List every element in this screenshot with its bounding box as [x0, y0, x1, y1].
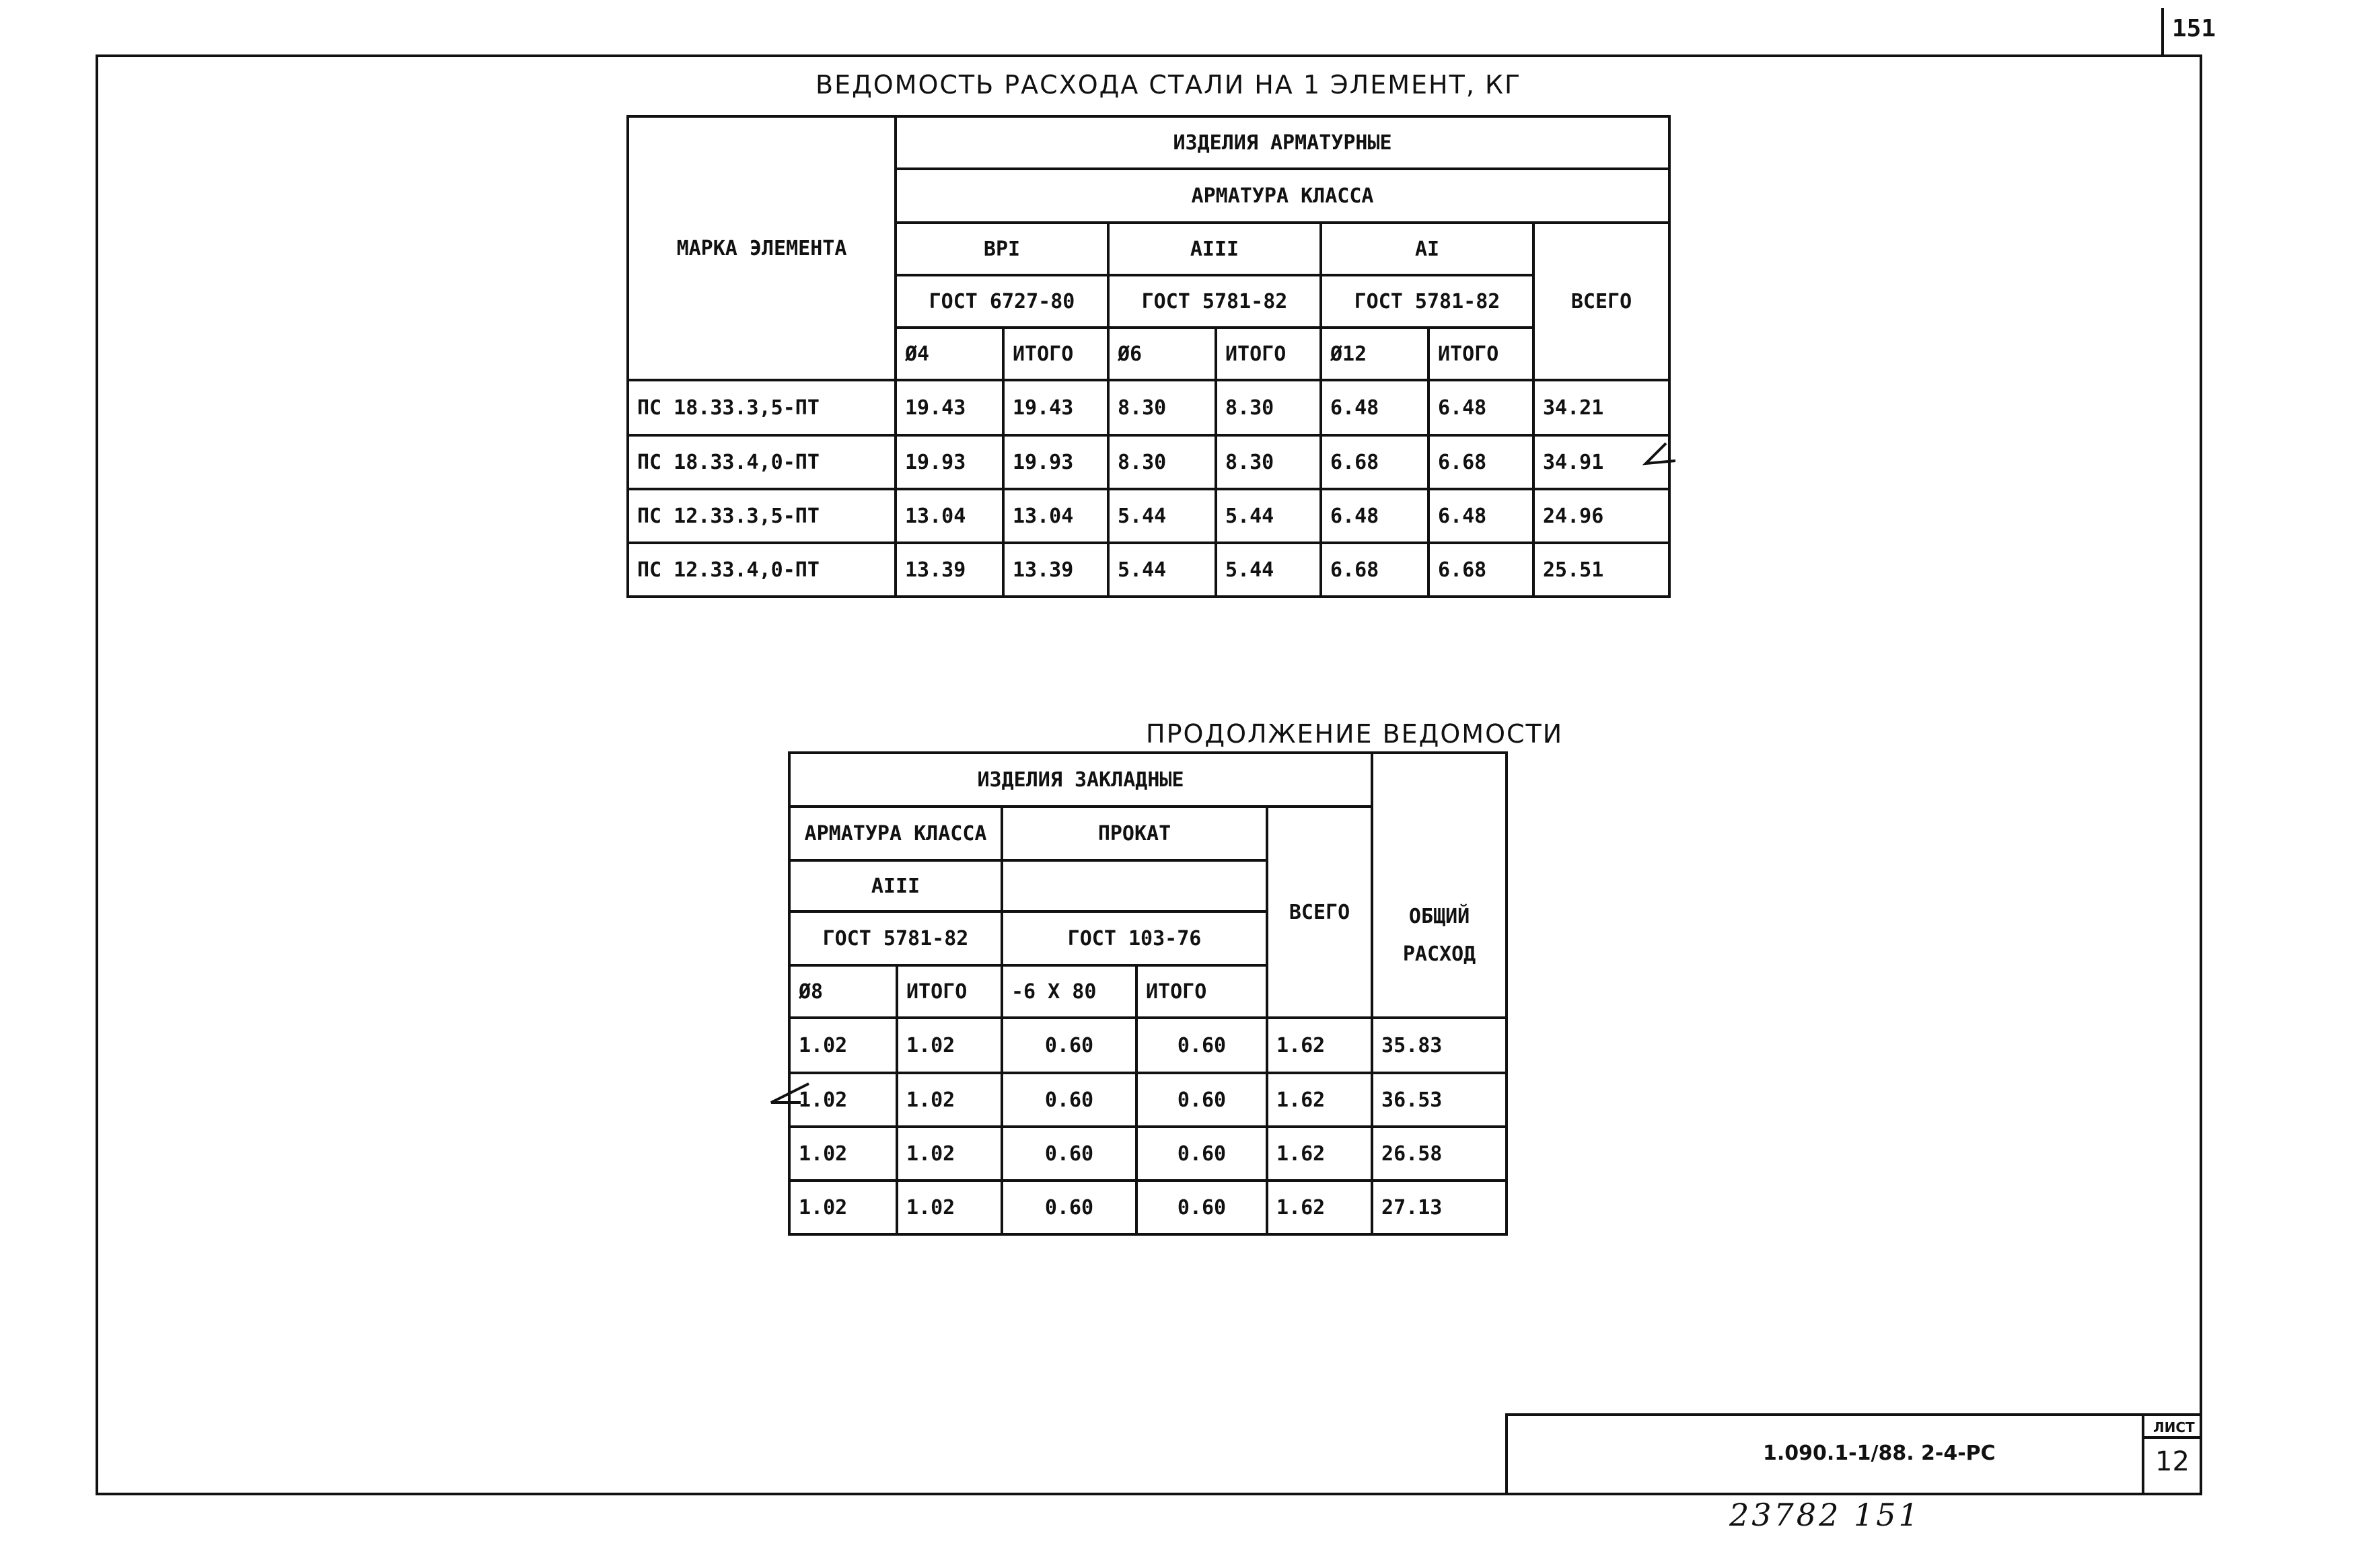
cell-d6: 5.44: [1108, 543, 1216, 597]
cell-itogo-3: 6.48: [1428, 380, 1533, 435]
header-itogo-2: ИТОГО: [1216, 328, 1321, 380]
table-row: [789, 1181, 1507, 1234]
cell-d6: 5.44: [1108, 489, 1216, 543]
cell-itogo-2: 0.60: [1136, 1073, 1267, 1127]
table-row: [628, 380, 1669, 435]
cell-total: 34.21: [1533, 380, 1669, 435]
cell-itogo-1: 1.02: [897, 1127, 1002, 1181]
header-rolled-empty: [1002, 860, 1267, 911]
header-gost-6727: ГОСТ 6727-80: [896, 275, 1108, 328]
main-title: ВЕДОМОСТЬ РАСХОДА СТАЛИ НА 1 ЭЛЕМЕНТ, КГ: [816, 70, 1522, 100]
cell-strip: 0.60: [1002, 1181, 1136, 1234]
cell-overall: 26.58: [1372, 1127, 1507, 1181]
break-line-mark: [1642, 441, 1682, 481]
header-gost-5781: ГОСТ 5781-82: [789, 911, 1002, 965]
corner-divider: [2161, 8, 2164, 55]
break-line-mark-left: [766, 1080, 813, 1120]
cell-itogo-2: 5.44: [1216, 543, 1321, 597]
header-gost-103: ГОСТ 103-76: [1002, 911, 1267, 965]
cell-mark: ПС 18.33.4,0-ПТ: [628, 435, 896, 489]
cell-strip: 0.60: [1002, 1127, 1136, 1181]
cell-itogo-3: 6.68: [1428, 435, 1533, 489]
sheet-label: ЛИСТ: [2153, 1419, 2195, 1435]
header-itogo-1: ИТОГО: [1003, 328, 1108, 380]
cell-d4: 19.93: [896, 435, 1003, 489]
cell-itogo-1: 13.04: [1003, 489, 1108, 543]
cell-overall: 36.53: [1372, 1073, 1507, 1127]
steel-consumption-table: [626, 115, 1671, 598]
cell-itogo-2: 8.30: [1216, 435, 1321, 489]
header-d12: Ø12: [1321, 328, 1428, 380]
header-gost-5781-a3: ГОСТ 5781-82: [1108, 275, 1321, 328]
cell-total: 1.62: [1267, 1018, 1372, 1073]
header-itogo-2: ИТОГО: [1136, 965, 1267, 1018]
cell-itogo-2: 0.60: [1136, 1127, 1267, 1181]
header-itogo-1: ИТОГО: [897, 965, 1002, 1018]
cell-itogo-1: 13.39: [1003, 543, 1108, 597]
cell-itogo-1: 1.02: [897, 1018, 1002, 1073]
cell-strip: 0.60: [1002, 1073, 1136, 1127]
cell-d8: 1.02: [789, 1073, 897, 1127]
cell-d8: 1.02: [789, 1181, 897, 1234]
cell-d12: 6.68: [1321, 543, 1428, 597]
table-row: [628, 489, 1669, 543]
header-class: АРМАТУРА КЛАССА: [789, 807, 1002, 860]
cell-strip: 0.60: [1002, 1018, 1136, 1073]
cell-d8: 1.02: [789, 1127, 897, 1181]
sheet-number: 12: [2155, 1446, 2189, 1477]
cell-total: 25.51: [1533, 543, 1669, 597]
cell-d8: 1.02: [789, 1018, 897, 1073]
header-embedded: ИЗДЕЛИЯ ЗАКЛАДНЫЕ: [789, 753, 1372, 807]
cell-mark: ПС 12.33.3,5-ПТ: [628, 489, 896, 543]
cell-total: 24.96: [1533, 489, 1669, 543]
header-overall-line2: РАСХОД: [1402, 942, 1476, 966]
cell-d4: 13.04: [896, 489, 1003, 543]
header-mark: МАРКА ЭЛЕМЕНТА: [628, 116, 896, 380]
cell-total: 34.91: [1533, 435, 1669, 489]
cell-d6: 8.30: [1108, 435, 1216, 489]
corner-number: 151: [2172, 15, 2216, 42]
cell-itogo-2: 5.44: [1216, 489, 1321, 543]
cell-d12: 6.68: [1321, 435, 1428, 489]
cell-d12: 6.48: [1321, 380, 1428, 435]
table-row: [789, 1018, 1507, 1073]
document-code: 1.090.1-1/88. 2-4-PC: [1763, 1442, 1996, 1465]
header-total: ВСЕГО: [1533, 223, 1669, 380]
sheet-divider: [2142, 1436, 2202, 1439]
cell-total: 1.62: [1267, 1073, 1372, 1127]
cell-itogo-2: 0.60: [1136, 1181, 1267, 1234]
header-d6: Ø6: [1108, 328, 1216, 380]
cell-itogo-1: 19.43: [1003, 380, 1108, 435]
header-itogo-3: ИТОГО: [1428, 328, 1533, 380]
cell-itogo-3: 6.68: [1428, 543, 1533, 597]
cell-itogo-1: 19.93: [1003, 435, 1108, 489]
cell-mark: ПС 12.33.4,0-ПТ: [628, 543, 896, 597]
table-row: [789, 1127, 1507, 1181]
header-a3: АIII: [789, 860, 1002, 911]
header-d8: Ø8: [789, 965, 897, 1018]
cell-overall: 35.83: [1372, 1018, 1507, 1073]
header-rolled: ПРОКАТ: [1002, 807, 1267, 860]
header-gost-5781-a1: ГОСТ 5781-82: [1321, 275, 1533, 328]
cell-total: 1.62: [1267, 1181, 1372, 1234]
header-strip: -6 Х 80: [1002, 965, 1136, 1018]
cell-d6: 8.30: [1108, 380, 1216, 435]
cell-total: 1.62: [1267, 1127, 1372, 1181]
cell-itogo-3: 6.48: [1428, 489, 1533, 543]
cell-itogo-2: 8.30: [1216, 380, 1321, 435]
cell-itogo-2: 0.60: [1136, 1018, 1267, 1073]
table-row: [628, 435, 1669, 489]
table-row: [628, 543, 1669, 597]
cell-itogo-1: 1.02: [897, 1073, 1002, 1127]
cell-d4: 13.39: [896, 543, 1003, 597]
header-class: АРМАТУРА КЛАССА: [896, 169, 1669, 223]
table-row: [789, 1073, 1507, 1127]
cell-d12: 6.48: [1321, 489, 1428, 543]
header-products: ИЗДЕЛИЯ АРМАТУРНЫЕ: [896, 116, 1669, 169]
cell-d4: 19.43: [896, 380, 1003, 435]
header-bp1: ВРI: [896, 223, 1108, 275]
continuation-title: ПРОДОЛЖЕНИЕ ВЕДОМОСТИ: [1146, 719, 1564, 749]
header-a3: АIII: [1108, 223, 1321, 275]
cell-itogo-1: 1.02: [897, 1181, 1002, 1234]
handwritten-note: 23782 151: [1729, 1497, 1921, 1533]
header-overall-line1: ОБЩИЙ: [1408, 905, 1470, 928]
cell-mark: ПС 18.33.3,5-ПТ: [628, 380, 896, 435]
cell-overall: 27.13: [1372, 1181, 1507, 1234]
header-a1: АI: [1321, 223, 1533, 275]
steel-consumption-continuation-table: [788, 751, 1508, 1236]
header-d4: Ø4: [896, 328, 1003, 380]
header-total: ВСЕГО: [1267, 807, 1372, 1018]
header-overall: [1372, 753, 1507, 1018]
